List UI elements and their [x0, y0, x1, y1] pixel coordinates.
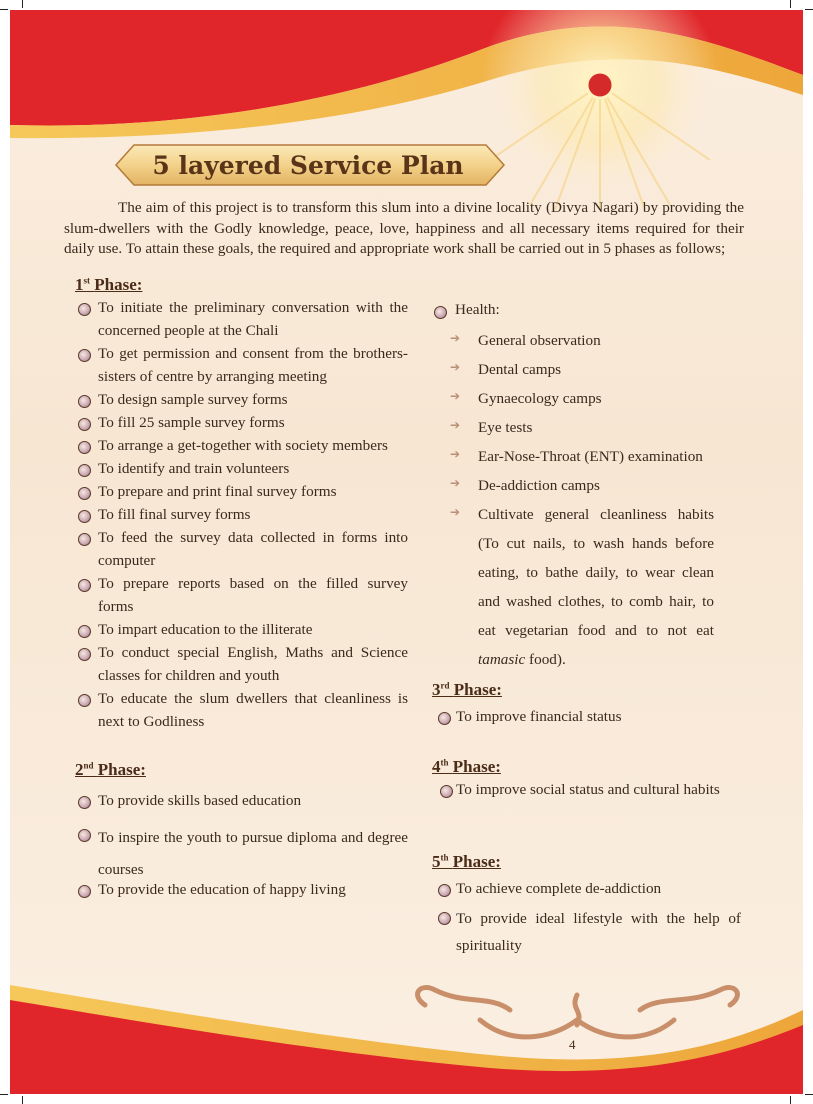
list-item: To provide skills based education	[98, 792, 302, 809]
title-banner	[106, 142, 510, 188]
brochure-page	[10, 10, 803, 1094]
crop-mark	[790, 1096, 791, 1104]
bullet-icon	[78, 395, 91, 408]
list-item: To fill final survey forms	[98, 506, 251, 523]
arrow-bullet-icon: ➔	[450, 505, 461, 519]
page-title: 5 layered Service Plan	[152, 150, 464, 180]
bullet-icon	[78, 694, 91, 707]
list-item: To improve financial status	[456, 708, 622, 725]
list-item: To get permission and consent from the brothers-sisters of centre by arranging meeting	[98, 345, 408, 385]
intro-paragraph: The aim of this project is to transform this slum into a divine locality (Divya Nagari) by providing the slum-dwellers with the Godly knowledge, peace, love, happiness and all necessary items required for their daily use. To attain these goals, the required and appropriate work shall be carried out in 5 phases as follows;	[64, 199, 744, 257]
health-item-italic: tamasic	[478, 651, 526, 668]
health-item-tail: food).	[525, 651, 566, 668]
health-item	[478, 500, 714, 674]
arrow-bullet-icon: ➔	[450, 476, 461, 490]
crop-mark	[805, 1094, 813, 1095]
list-item: To fill 25 sample survey forms	[98, 414, 285, 431]
health-item: De-addiction camps	[478, 477, 600, 494]
list-item: To design sample survey forms	[98, 391, 288, 408]
list-item: To educate the slum dwellers that cleanliness is next to Godliness	[98, 690, 408, 730]
bullet-icon	[78, 510, 91, 523]
bullet-icon	[78, 303, 91, 316]
crop-mark	[805, 9, 813, 10]
bullet-icon	[78, 829, 91, 842]
list-item: To conduct special English, Maths and Science classes for children and youth	[98, 644, 408, 684]
phase-2-heading: 2nd Phase:	[75, 760, 146, 779]
crop-mark	[0, 1094, 8, 1095]
list-item: To provide the education of happy living	[98, 881, 346, 898]
bullet-icon	[438, 884, 451, 897]
arrow-bullet-icon: ➔	[450, 418, 461, 432]
phase-1-heading: 1st Phase:	[75, 275, 143, 294]
list-item: To arrange a get-together with society members	[98, 437, 388, 454]
phase-5-heading: 5th Phase:	[432, 852, 501, 871]
list-item: To improve social status and cultural habits	[456, 781, 720, 798]
bullet-icon	[438, 712, 451, 725]
list-item: To prepare and print final survey forms	[98, 483, 337, 500]
bullet-icon	[434, 306, 447, 319]
bullet-icon	[438, 912, 451, 925]
health-item-text: Cultivate general cleanliness habits (To cut nails, to wash hands before eating, to bathe daily, to wear clean and washed clothes, to comb hair, to eat vegetarian food and to not eat	[478, 506, 714, 639]
health-item: Eye tests	[478, 419, 533, 436]
list-item: To achieve complete de-addiction	[456, 880, 662, 897]
health-item: Gynaecology camps	[478, 390, 602, 407]
bullet-icon	[78, 418, 91, 431]
bullet-icon	[78, 487, 91, 500]
bullet-icon	[78, 533, 91, 546]
health-item: General observation	[478, 332, 601, 349]
arrow-bullet-icon: ➔	[450, 389, 461, 403]
list-item: To inspire the youth to pursue diploma and degree courses	[98, 829, 408, 878]
bullet-icon	[78, 579, 91, 592]
health-item: Dental camps	[478, 361, 562, 378]
crop-mark	[790, 0, 791, 8]
bullet-icon	[78, 885, 91, 898]
crop-mark	[22, 1096, 23, 1104]
bullet-icon	[78, 464, 91, 477]
bullet-icon	[78, 441, 91, 454]
list-item: To identify and train volunteers	[98, 460, 290, 477]
arrow-bullet-icon: ➔	[450, 447, 461, 461]
phase-4-heading: 4th Phase:	[432, 757, 501, 776]
crop-mark	[0, 9, 8, 10]
health-label: Health:	[455, 301, 500, 318]
list-item: To provide ideal lifestyle with the help of spirituality	[456, 910, 741, 954]
crop-mark	[22, 0, 23, 8]
phase-3-heading: 3rd Phase:	[432, 680, 502, 699]
list-item: To initiate the preliminary conversation with the concerned people at the Chali	[98, 299, 408, 339]
list-item: To feed the survey data collected in forms into computer	[98, 529, 408, 569]
list-item: To impart education to the illiterate	[98, 621, 313, 638]
arrow-bullet-icon: ➔	[450, 360, 461, 374]
page-number: 4	[569, 1037, 576, 1052]
bullet-icon	[78, 349, 91, 362]
list-item: To prepare reports based on the filled survey forms	[98, 575, 408, 615]
bullet-icon	[78, 796, 91, 809]
bullet-icon	[440, 785, 453, 798]
health-item: Ear-Nose-Throat (ENT) examination	[478, 448, 703, 465]
arrow-bullet-icon: ➔	[450, 331, 461, 345]
bullet-icon	[78, 625, 91, 638]
bullet-icon	[78, 648, 91, 661]
